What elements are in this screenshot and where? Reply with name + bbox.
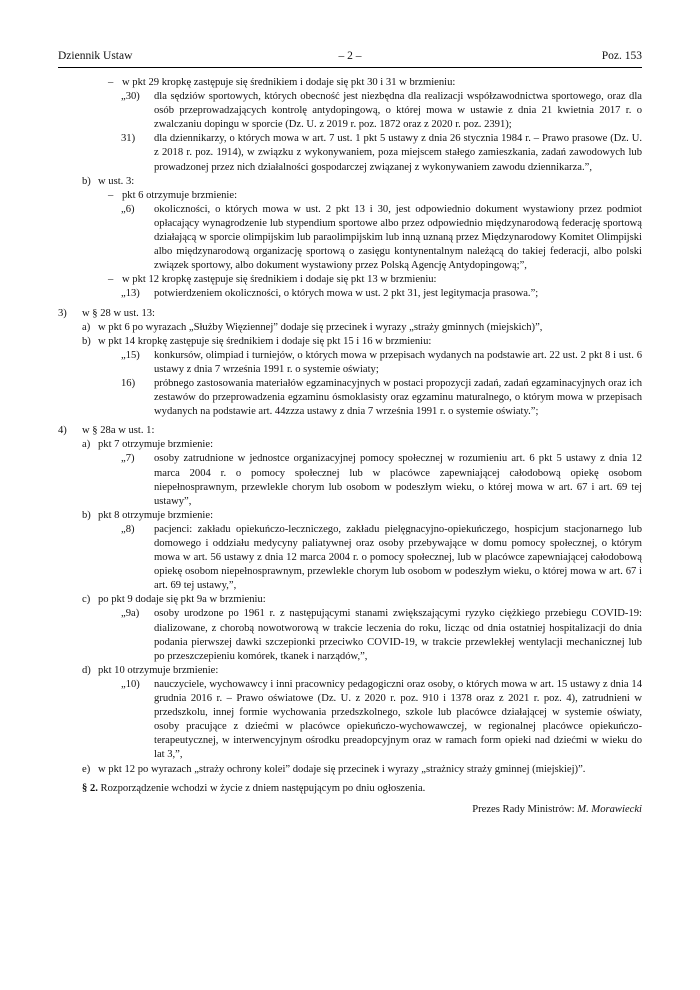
line-text: osoby urodzone po 1961 r. z następującymi stanami zwiększającymi ryzyko ciężkiego przebiegu COVID-19: dializowane, z chorobą nowotworową w trakcie leczenia do roku, licząc od dnia ostatniej hospitalizacji do dnia podania pierwszej dawki szczepionki przeciwko COVID-19, w trakcie przewlekłej wentylacji mechanicznej lub po przeszczepieniu komórek, tkanek i narządów,”, xyxy=(154,608,642,662)
signature xyxy=(58,803,642,817)
line-marker: – xyxy=(108,274,114,286)
amendment-line xyxy=(58,523,642,593)
line-text: w pkt 12 po wyrazach „straży ochrony kolei” dodaje się przecinek i wyrazy „strażnicy straży gminnej (miejskiej)”. xyxy=(98,763,586,775)
amendment-line xyxy=(58,90,642,132)
amendment-line xyxy=(58,76,642,90)
line-text: w pkt 29 kropkę zastępuje się średnikiem i dodaje się pkt 30 i 31 w brzmieniu: xyxy=(122,77,456,88)
amendment-line xyxy=(58,593,642,607)
amendment-line xyxy=(58,132,642,174)
amendment-line xyxy=(58,678,642,763)
amendment-line xyxy=(58,509,642,523)
line-marker: „7) xyxy=(121,453,135,465)
line-text: pacjenci: zakładu opiekuńczo-leczniczego, zakładu pielęgnacyjno-opiekuńczego, hospicjum stacjonarnego lub domowego i oddziału medycyny paliatywnej oraz osoby przebywające w domu pomocy społecznej, o którym mowa w art. 56 ustawy z dnia 12 marca 2004 r. o pomocy społecznej, lub w placówce zapewniającej całodobową opiekę osobom niepełnosprawnym, przewlekle chorym lub osobom w podeszłym wieku, o której mowa w art. 67 i art. 69 tej ustawy,”, xyxy=(154,523,642,592)
line-text: w pkt 14 kropkę zastępuje się średnikiem i dodaje się pkt 15 i 16 w brzmieniu: xyxy=(98,335,432,347)
line-text: pkt 8 otrzymuje brzmienie: xyxy=(98,509,214,521)
final-provision xyxy=(58,782,642,796)
line-marker: b) xyxy=(82,509,91,521)
line-text: dla dziennikarzy, o których mowa w art. 7 ust. 1 pkt 5 ustawy z dnia 26 stycznia 1984 r. – Prawo prasowe (Dz. U. z 2018 r. poz. 1914), w związku z wykonywaniem, poza miejscem stałego zamieszkania, zadań zawodowych lub prowadzonej przez nich działalności gospodarczej związanej z wykonywaniem zawodu dziennikarza.”, xyxy=(154,133,642,173)
amendment-line xyxy=(58,607,642,663)
line-marker: „6) xyxy=(121,203,135,215)
line-marker: – xyxy=(108,77,114,88)
amendment-line xyxy=(58,438,642,452)
line-text: próbnego zastosowania materiałów egzaminacyjnych w postaci propozycji zadań, zadań egzaminacyjnych oraz ich zestawów do przeprowadzenia egzaminu ósmoklasisty oraz egzaminu maturalnego, o którym mowa w przepisach wydanych na podstawie art. 44zzza ustawy z dnia 7 września 1991 r. o systemie oświaty.”; xyxy=(154,377,642,418)
line-text: nauczyciele, wychowawcy i inni pracownicy pedagogiczni oraz osoby, o których mowa w art. 15 ustawy z dnia 14 grudnia 2016 r. – Prawo oświatowe (Dz. U. z 2020 r. poz. 910 i 1378 oraz z 2021 r. poz. 4), zatrudnieni w przedszkolu, innej formie wychowania przedszkolnego, szkole lub placówce działającej w systemie oświaty, osoby pracujące z dziećmi w placówce opiekuńczo-wychowawczej, w regionalnej placówce opiekuńczo-terapeutycznej, w interwencyjnym ośrodku preadopcyjnym oraz w ramach form opieki nad dziećmi w wieku do lat 3,”, xyxy=(154,678,642,761)
line-marker: e) xyxy=(82,763,91,775)
amendment-line xyxy=(58,189,642,203)
amendment-line xyxy=(58,377,642,419)
line-text: dla sędziów sportowych, których obecność jest niezbędna dla realizacji współzawodnictwa sportowego, oraz dla osób przeprowadzających kontrolę antydopingową, o której mowa w ustawie z dnia 21 kwietnia 2017 r. o zwalczaniu dopingu w sporcie (Dz. U. z 2019 r. poz. 1872 oraz z 2020 r. poz. 2391); xyxy=(154,91,642,131)
signature-name: M. Morawiecki xyxy=(577,803,642,815)
section-mark: § 2. xyxy=(82,782,98,794)
amendment-line xyxy=(58,763,642,777)
header-rule xyxy=(58,67,642,68)
line-text: pkt 6 otrzymuje brzmienie: xyxy=(122,189,238,201)
line-text: w § 28a w ust. 1: xyxy=(82,425,155,437)
line-marker: 4) xyxy=(58,425,67,437)
amendment-line xyxy=(58,664,642,678)
line-marker: „10) xyxy=(121,678,140,690)
signature-role: Prezes Rady Ministrów: xyxy=(472,803,575,815)
amendment-line xyxy=(58,287,642,301)
position-number: Poz. 153 xyxy=(601,50,642,62)
document-body xyxy=(58,76,642,817)
line-marker: a) xyxy=(82,321,91,333)
line-marker: a) xyxy=(82,439,91,451)
line-text: w ust. 3: xyxy=(98,175,135,187)
line-marker: 3) xyxy=(58,307,67,319)
amendment-line xyxy=(58,273,642,287)
line-marker: „9a) xyxy=(121,608,140,620)
line-text: osoby zatrudnione w jednostce organizacyjnej pomocy społecznej w rozumieniu art. 6 pkt 5 ustawy z dnia 12 marca 2004 r. o pomocy społecznej lub w placówce zapewniającej całodobową opiekę osobom niepełnosprawnym, przewlekle chorym lub osobom w podeszłym wieku, o której mowa w art. 67 i art. 69 tej ustawy”, xyxy=(154,453,642,507)
amendment-line xyxy=(58,307,642,321)
final-text: Rozporządzenie wchodzi w życie z dniem następującym po dniu ogłoszenia. xyxy=(100,782,426,794)
line-marker: b) xyxy=(82,335,91,347)
line-marker: c) xyxy=(82,594,91,606)
line-marker: „13) xyxy=(121,288,140,300)
line-marker: „8) xyxy=(121,523,135,535)
line-marker: „30) xyxy=(121,91,140,103)
amendment-line xyxy=(58,321,642,335)
line-marker: b) xyxy=(82,175,91,187)
line-text: w § 28 w ust. 13: xyxy=(82,307,155,319)
line-marker: – xyxy=(108,189,114,201)
amendment-line xyxy=(58,175,642,189)
line-marker: 31) xyxy=(121,133,136,145)
amendment-line xyxy=(58,424,642,438)
line-text: w pkt 6 po wyrazach „Służby Więziennej” dodaje się przecinek i wyrazy „straży gminnych (miejskich)”, xyxy=(98,321,543,333)
journal-title: Dziennik Ustaw xyxy=(58,50,133,62)
amendment-line xyxy=(58,203,642,273)
line-marker: „15) xyxy=(121,349,140,361)
line-marker: 16) xyxy=(121,377,136,389)
line-text: pkt 10 otrzymuje brzmienie: xyxy=(98,664,219,676)
line-text: w pkt 12 kropkę zastępuje się średnikiem i dodaje się pkt 13 w brzmieniu: xyxy=(122,274,437,286)
line-text: okoliczności, o których mowa w ust. 2 pkt 13 i 30, jest odpowiednio dokument wystawiony przez podmiot opłacający wynagrodzenie lub stypendium sportowe albo przez odpowiednio międzynarodową federację sportową działającą w sporcie olimpijskim lub paraolimpijskim lub inną uznaną przez Międzynarodowy Komitet Olimpijski albo międzynarodową organizację sportową o zasięgu kontynentalnym należącą do takiej federacji, albo polski związek sportowy, albo dokument wystawiony przez Polską Agencję Antydopingową;”, xyxy=(154,203,642,272)
amendment-line xyxy=(58,452,642,508)
line-text: po pkt 9 dodaje się pkt 9a w brzmieniu: xyxy=(98,594,266,606)
page-number: – 2 – xyxy=(338,50,362,62)
line-text: konkursów, olimpiad i turniejów, o których mowa w przepisach wydanych na podstawie art. 22 ust. 2 pkt 8 i ust. 6 ustawy z dnia 7 września 1991 r. o systemie oświaty; xyxy=(154,349,642,375)
line-marker: d) xyxy=(82,664,91,676)
line-text: potwierdzeniem okoliczności, o których mowa w ust. 2 pkt 31, jest legitymacja prasowa.”; xyxy=(154,288,539,300)
amendment-line xyxy=(58,349,642,377)
amendment-line xyxy=(58,335,642,349)
line-text: pkt 7 otrzymuje brzmienie: xyxy=(98,439,214,451)
